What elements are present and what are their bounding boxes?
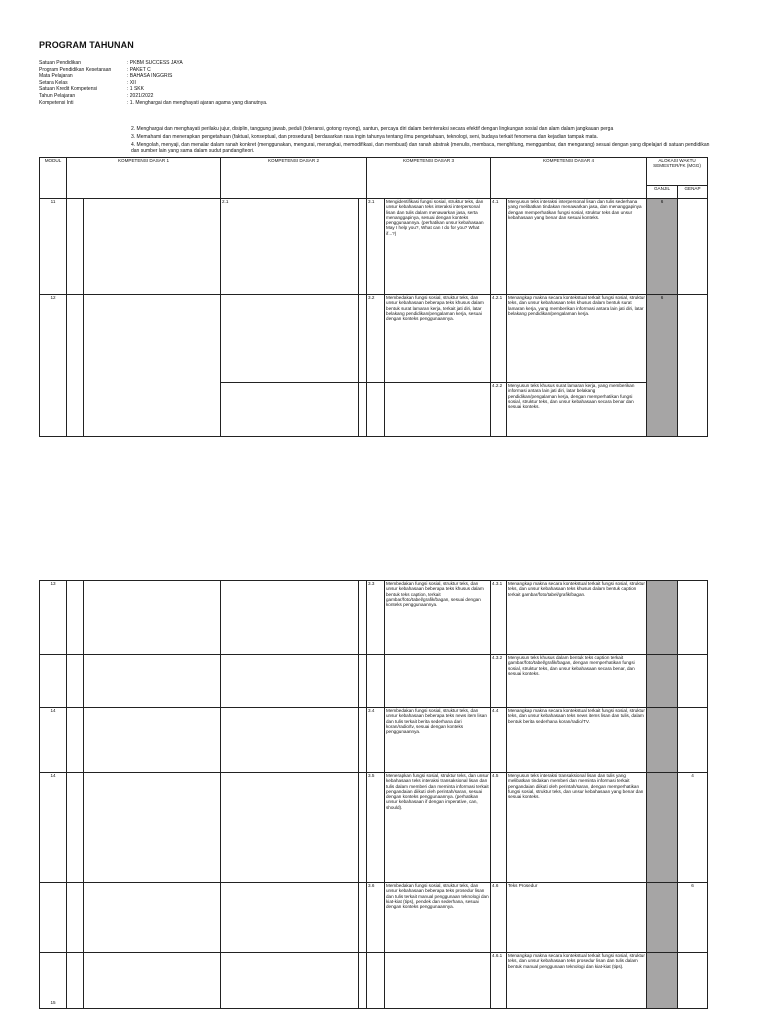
kd3-text: Mengidentifikasi fungsi sosial, struktur teks, dan unsur kebahasaan teks interaksi interpersonal lisan dan tulis dalam menawarkan jasa, serta menanggapinya, sesuai dengan konteks penggunaannya. (perhatikan unsur kebahasaan May I help you?, What can I do for you? What if...?)	[385, 199, 491, 295]
meta-label: Setara Kelas	[39, 79, 68, 86]
kd4-text: Menyusun teks khusus dalam bentuk teks caption terkait gambar/foto/tabel/grafik/bagan, dengan memperhatikan fungsi sosial, struktur teks, dan unsur kebahasaan secara benar, dan sesuai konteks.	[507, 655, 647, 708]
header-genap: GENAP	[678, 186, 708, 199]
meta-row	[39, 80, 267, 87]
kd3-text	[385, 953, 491, 1009]
kd3-number: 3.3	[367, 581, 385, 655]
kd3-number: 3.5	[367, 773, 385, 883]
kd3-text: Membedakan fungsi sosial, struktur teks, dan unsur kebahasaan beberapa teks news item lisan dan tulis terkait berita sederhana dari koran/radio/tv, sesuai dengan konteks penggunaannya.	[385, 708, 491, 773]
meta-row	[39, 73, 267, 80]
modul-cell: 12	[40, 295, 67, 437]
table-row	[40, 581, 708, 655]
table-row	[40, 883, 708, 953]
kd3-number	[367, 953, 385, 1009]
kd3-text: Membedakan fungsi sosial, struktur teks, dan unsur kebahasaan beberapa teks prosedur lisan dan tulis terkait manual penggunaan teknologi dan kiat-kiat (tips), pendek dan sederhana, sesuai dengan konteks penggunaannya.	[385, 883, 491, 953]
genap-cell	[678, 199, 708, 295]
genap-cell	[678, 655, 708, 708]
table-row	[40, 773, 708, 883]
modul-cell: 13	[40, 581, 67, 655]
header-modul: MODUL	[40, 158, 67, 199]
meta-value: : 1. Menghargai dan menghayati ajaran agama yang dianutnya.	[127, 99, 268, 106]
kd4-text: Menangkap makna secara kontekstual terkait fungsi sosial, struktur teks, dan unsur kebahasaan teks khusus dalam bentuk surat lamaran kerja, yang memberikan informasi antara lain jati diri, latar belakang pendidikan/pengalaman kerja.	[507, 295, 647, 383]
table-row	[40, 199, 708, 295]
kd4-number: 4.2.2	[491, 383, 507, 437]
document-meta	[39, 60, 267, 106]
header-alokasi: ALOKASI WAKTU SEMESTER/FK (MGG)	[647, 158, 708, 186]
ganjil-cell: 6	[647, 199, 678, 295]
table-row	[40, 953, 708, 1009]
meta-row	[39, 67, 267, 74]
meta-row	[39, 100, 267, 107]
table-row	[40, 655, 708, 708]
genap-cell	[678, 295, 708, 437]
modul-cell: 14	[40, 773, 67, 883]
meta-row	[39, 60, 267, 67]
meta-row	[39, 93, 267, 100]
kd3-text: Menerapkan fungsi sosial, struktur teks, dan unsur kebahasaan teks interaksi transaksional lisan dan tulis dalam memberi dan meminta informasi terkait pengandaian diikuti oleh perintah/saran, sesuai dengan konteks penggunaannya. (perhatikan unsur kebahasaan if dengan imperative, can, should).	[385, 773, 491, 883]
modul-cell	[40, 655, 67, 708]
meta-row	[39, 86, 267, 93]
header-kd2: KOMPETENSI DASAR 2	[221, 158, 367, 199]
kd4-number: 4.2.1	[491, 295, 507, 383]
kd3-text: Membedakan fungsi sosial, struktur teks, dan unsur kebahasaan beberapa teks khusus dalam bentuk surat lamaran kerja, terkait jati diri, latar belakang pendidikan/pengalaman kerja, sesuai dengan konteks penggunaannya.	[385, 295, 491, 383]
meta-value: : PAKET C	[127, 66, 151, 73]
meta-label: Program Pendidikan Kesetaraan	[39, 66, 112, 73]
program-table-bottom	[39, 580, 708, 1009]
ganjil-cell: 6	[647, 295, 678, 437]
meta-label: Mata Pelajaran	[39, 73, 73, 80]
kd4-number: 4.6.1	[491, 953, 507, 1009]
meta-label: Satuan Kredit Kompetensi	[39, 86, 98, 93]
meta-value: : XII	[127, 79, 136, 86]
kd4-text: Menyusun teks khusus surat lamaran kerja, yang memberikan informasi antara lain jati diri, latar belakang pendidikan/pengalaman kerja, dengan memperhatikan fungsi sosial, struktur teks, dan unsur kebahasaan secara benar dan sesuai konteks.	[507, 383, 647, 437]
modul-cell: 15	[40, 953, 67, 1009]
kd3-number: 3.1	[367, 199, 385, 295]
table-row	[40, 708, 708, 773]
kompetensi-inti-3: 3. Memahami dan menerapkan pengetahuan (faktual, konseptual, dan prosedural) berdasarkan rasa ingin tahunya tentang ilmu pengetahuan, teknologi, seni, budaya terkait fenomena dan kejadian tampak mata.	[131, 134, 598, 140]
kd4-number: 4.3.2	[491, 655, 507, 708]
kd4-number: 4.3.1	[491, 581, 507, 655]
kd4-text: Menangkap makna secara kontekstual terkait fungsi sosial, struktur teks, dan unsur kebahasaan teks prosedur lisan dan tulis dalam bentuk manual penggunaan teknologi dan kiat-kiat (tips).	[507, 953, 647, 1009]
kompetensi-inti-2: 2. Menghargai dan menghayati perilaku jujur, disiplin, tanggung jawab, peduli (toleransi, gotong royong), santun, percaya diri dalam berinteraksi secara efektif dengan lingkungan sosial dan alam dalam jangkauan perga	[131, 126, 614, 132]
kd4-text: Menyusun teks interaksi interpersonal lisan dan tulis sederhana yang melibatkan tindakan menawarkan jasa, dan menanggapinya dengan memperhatikan fungsi sosial, struktur teks dan unsur kebahasaan yang benar dan sesuai konteks.	[507, 199, 647, 295]
meta-label: Satuan Pendidikan	[39, 60, 81, 66]
modul-cell: 11	[40, 199, 67, 295]
kd4-number: 4.4	[491, 708, 507, 773]
kompetensi-inti-4: 4. Mengolah, menyaji, dan menalar dalam ranah konkret (menggunakan, mengurai, merangkai, memodifikasi, dan membuat) dan ranah abstrak (menulis, membaca, menghitung, menggambar, dan mengarang) sesuai dengan yang dipelajari di satuan pendidikan dan sumber lain yang sama dalam sudut pandang/teori.	[131, 142, 710, 154]
meta-value: : 1 SKK	[127, 86, 144, 93]
kd4-number: 4.1	[491, 199, 507, 295]
kd4-text: Menangkap makna secara kontekstual terkait fungsi sosial, struktur teks, dan unsur kebahasaan teks khusus dalam bentuk caption terkait gambar/foto/tabel/grafik/bagan.	[507, 581, 647, 655]
meta-label: Tahun Pelajaran	[39, 92, 76, 99]
modul-cell	[40, 883, 67, 953]
modul-cell: 14	[40, 708, 67, 773]
meta-value: : 2021/2022	[127, 92, 154, 99]
kd3-number	[367, 655, 385, 708]
header-ganjil: GANJIL	[647, 186, 678, 199]
genap-cell: 4	[678, 773, 708, 883]
kd3-number: 3.4	[367, 708, 385, 773]
kd3-text	[385, 655, 491, 708]
kd4-text: Teks Prosedur	[507, 883, 647, 953]
meta-value: : PKBM SUCCESS JAYA	[127, 60, 183, 66]
kd2-number: 2.1	[221, 199, 359, 295]
page-title: PROGRAM TAHUNAN	[39, 40, 134, 50]
program-table-top	[39, 157, 708, 437]
meta-label: Kompetensi Inti	[39, 99, 74, 106]
kd4-number: 4.6	[491, 883, 507, 953]
kd4-text: Menangkap makna secara kontekstual terkait fungsi sosial, struktur teks, dan unsur kebahasaan teks news items lisan dan tulis, dalam bentuk berita sederhana koran/radio/TV.	[507, 708, 647, 773]
kd3-number: 3.6	[367, 883, 385, 953]
header-kd1: KOMPETENSI DASAR 1	[67, 158, 221, 199]
genap-cell	[678, 953, 708, 1009]
genap-cell	[678, 708, 708, 773]
table-row	[40, 295, 708, 383]
kd4-number: 4.5	[491, 773, 507, 883]
header-kd4: KOMPETENSI DASAR 4	[491, 158, 647, 199]
kd3-number: 3.2	[367, 295, 385, 383]
header-kd3: KOMPETENSI DASAR 3	[367, 158, 491, 199]
kd4-text: Menyusun teks interaksi transaksional lisan dan tulis yang melibatkan tindakan memberi dan meminta informasi terkait pengandaian diikuti oleh perintah/saran, dengan memperhatikan fungsi sosial, struktur teks, dan unsur kebahasaan yang benar dan sesuai konteks.	[507, 773, 647, 883]
genap-cell: 6	[678, 883, 708, 953]
genap-cell	[678, 581, 708, 655]
meta-value: : BAHASA INGGRIS	[127, 73, 173, 80]
kd3-text: Membedakan fungsi sosial, struktur teks, dan unsur kebahasaan beberapa teks khusus dalam bentuk teks caption, terkait gambar/foto/tabel/grafik/bagan, sesuai dengan konteks penggunaannya.	[385, 581, 491, 655]
